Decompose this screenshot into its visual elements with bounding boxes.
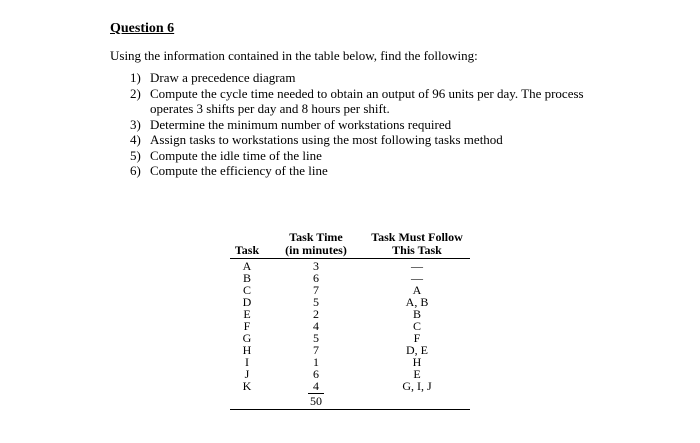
follow-cell: G, I, J <box>402 379 432 393</box>
table-bottom-rule <box>230 409 470 410</box>
step-text: Compute the idle time of the line <box>150 147 322 163</box>
question-intro: Using the information contained in the table below, find the following: <box>110 48 478 63</box>
follow-cell: — <box>411 271 423 285</box>
step-text: Assign tasks to workstations using the most following tasks method <box>150 132 503 147</box>
header-rule <box>230 258 470 259</box>
step-number: 2) <box>130 85 141 101</box>
time-cell: 5 <box>313 295 319 309</box>
task-cell: C <box>242 283 251 297</box>
time-cell: 1 <box>313 355 319 369</box>
task-cell: E <box>243 307 251 321</box>
step-number: 3) <box>130 116 141 132</box>
question-step <box>130 163 600 179</box>
step-number: 6) <box>130 163 141 178</box>
time-cell: 7 <box>313 343 319 357</box>
task-cell: J <box>244 367 250 381</box>
follow-cell: F <box>413 331 421 345</box>
time-cell: 7 <box>313 283 319 297</box>
question-step <box>130 86 600 117</box>
task-cell: A <box>242 259 252 273</box>
time-cell: 5 <box>313 331 319 345</box>
step-text: Compute the efficiency of the line <box>150 163 328 178</box>
task-cell: F <box>243 319 251 333</box>
task-cell: I <box>245 355 249 369</box>
header-task: Task <box>234 243 260 257</box>
time-cell: 6 <box>313 271 319 285</box>
task-cell: B <box>242 271 251 285</box>
task-cell: D <box>242 295 252 309</box>
follow-column <box>364 260 470 392</box>
follow-cell: A, B <box>405 295 429 309</box>
question-step <box>130 148 600 164</box>
time-cell: 3 <box>313 259 319 273</box>
task-cell: G <box>242 331 252 345</box>
follow-cell: C <box>412 319 421 333</box>
question-step <box>130 70 600 86</box>
step-text: Compute the cycle time needed to obtain an output of 96 units per day. The process operates 3 shifts per day and 8 hours per shift. <box>150 85 584 116</box>
follow-cell: D, E <box>406 343 428 357</box>
question-step <box>130 117 600 133</box>
step-text: Draw a precedence diagram <box>150 70 296 85</box>
header-follow-line1: Task Must Follow <box>371 230 463 244</box>
step-number: 5) <box>130 147 141 163</box>
follow-cell: A <box>412 283 422 297</box>
question-steps-list <box>130 70 600 179</box>
task-cell: H <box>242 343 252 357</box>
task-column <box>230 260 264 392</box>
time-column <box>278 260 354 392</box>
time-cell: 4 <box>313 379 319 393</box>
step-text: Determine the minimum number of workstations required <box>150 116 452 132</box>
step-number: 4) <box>130 132 141 147</box>
time-cell: 2 <box>313 307 319 321</box>
header-time-line1: Task Time <box>289 230 343 244</box>
header-follow-line2: This Task <box>392 243 442 257</box>
time-cell: 4 <box>313 319 319 333</box>
follow-cell: H <box>412 355 422 369</box>
time-cell: 6 <box>313 367 319 381</box>
header-time-line2: (in minutes) <box>285 243 347 257</box>
task-cell: K <box>242 379 252 393</box>
total-time: 50 <box>310 394 322 408</box>
question-step <box>130 132 600 148</box>
follow-cell: E <box>413 367 421 381</box>
question-title: Question 6 <box>110 21 175 36</box>
follow-cell: B <box>412 307 421 321</box>
step-number: 1) <box>130 70 141 85</box>
follow-cell: — <box>411 259 423 273</box>
